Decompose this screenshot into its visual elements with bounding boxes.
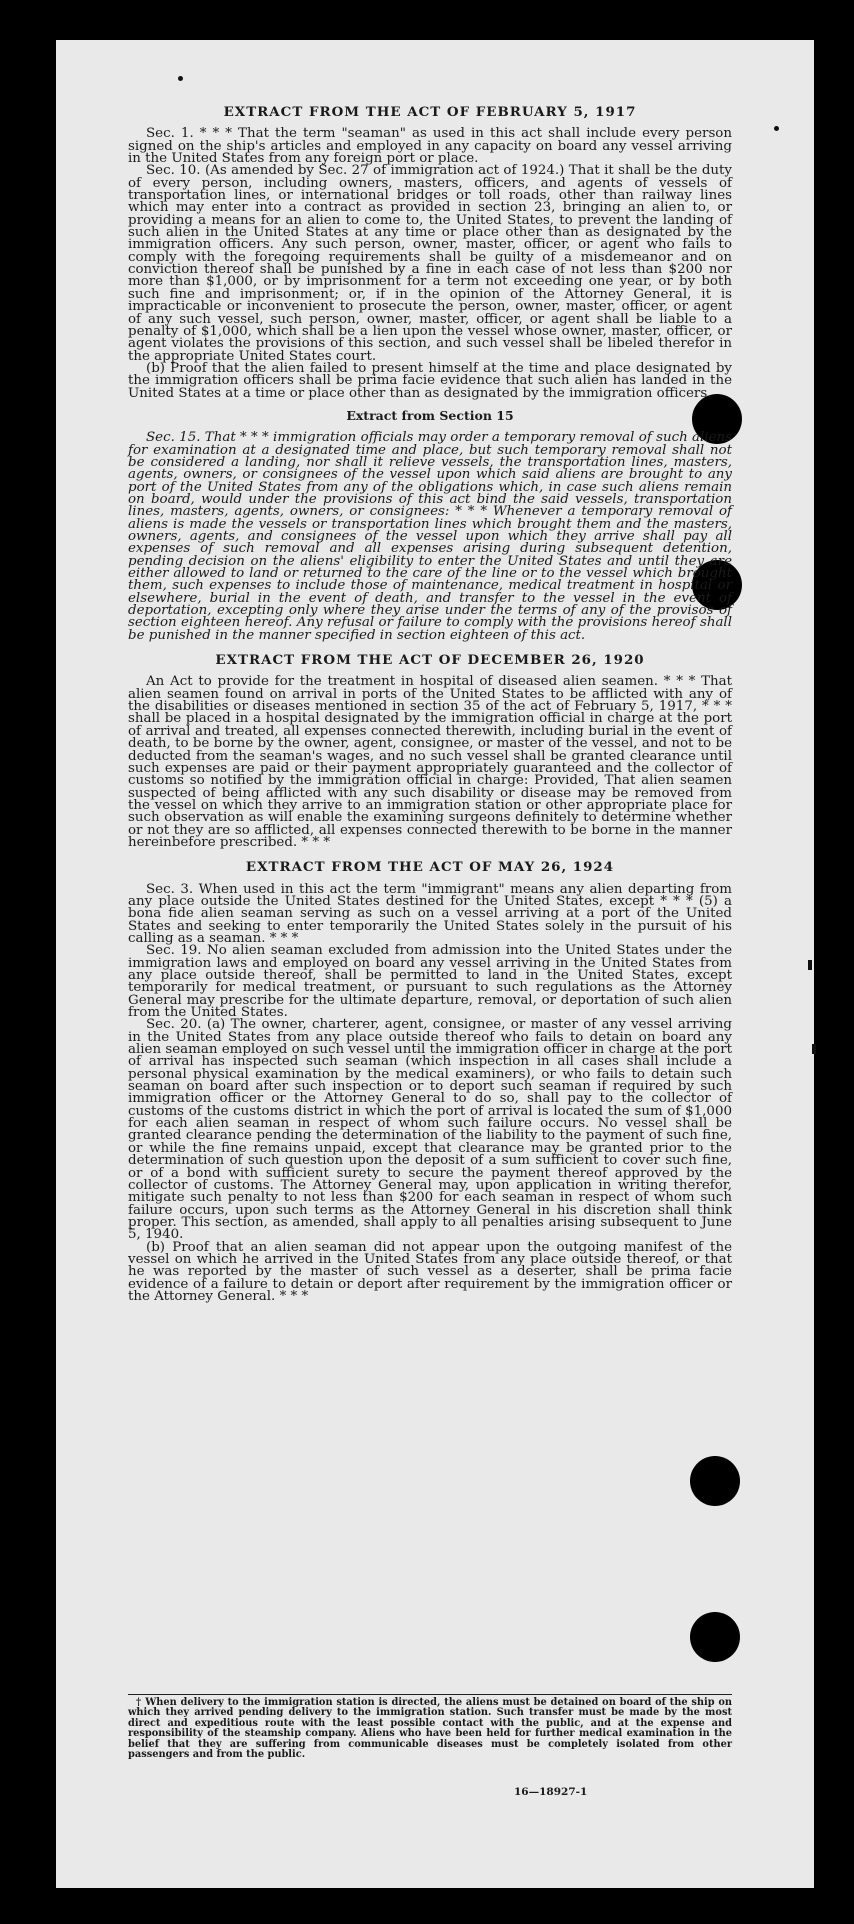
section-20b-paragraph: (b) Proof that an alien seaman did not appear upon the outgoing manifest of the vessel on which he arrived in the United States from any place outside thereof, or that he was reported by the master of such vessel as a deserter, shall be prima facie evidence of a failure to detain or deport after requirement by the immigration officer or the Attorney General. * * * (128, 1239, 732, 1304)
section-3-paragraph: Sec. 3. When used in this act the term "immigrant" means any alien departing from any place outside the United States destined for the United States, except * * * (5) a bona fide alien seaman serving as such on a vessel arriving at a port of the United States and seeking to enter temporarily the United States solely in the pursuit of his calling as a seaman. * * * (128, 881, 732, 946)
punch-hole (690, 1456, 740, 1506)
section-19-paragraph: Sec. 19. No alien seaman excluded from admission into the United States under the immigration laws and employed on board any vessel arriving in the United States from any place outside thereof, shall be permitted to land in the United States, except temporarily for medical treatment, or pursuant to such regulations as the Attorney General may prescribe for the ultimate departure, removal, or deportation of such alien from the United States. (128, 943, 732, 1021)
punch-hole (690, 1612, 740, 1662)
document-body (128, 100, 732, 1303)
form-number: 16—18927-1 (514, 1786, 588, 1798)
act-heading-dec-1920: EXTRACT FROM THE ACT OF DECEMBER 26, 1920 (215, 652, 645, 669)
section-15-paragraph: Sec. 15. That * * * immigration officials may order a temporary removal of such aliens for examination at a designated time and place, but such temporary removal shall not be considered a landing, nor shall it relieve vessels, the transportation lines, masters, agents, owners, or consignees of the vessel upon which said aliens are brought to any port of the United States from any of the obligations which, in case such aliens remain on board, would under the provisions of this act bind the said vessels, transportation lines, masters, agents, owners, or consignees: * * * Whenever a temporary removal of aliens is made the vessels or transportation lines which brought them and the masters, owners, agents, and consignees of the vessel upon which they arrive shall pay all expenses of such removal and all expenses arising during subsequent detention, pending decision on the aliens' eligibility to enter the United States and until they are either allowed to land or returned to the care of the line or to the vessel which brought them, such expenses to include those of maintenance, medical treatment in hospital or elsewhere, burial in the event of death, and transfer to the vessel in the event of deportation, excepting only where they arise under the terms of any of the provisos of section eighteen hereof. Any refusal or failure to comply with the provisions hereof shall be punished in the manner specified in section eighteen of this act. (128, 430, 732, 643)
section-1-paragraph: Sec. 1. * * * That the term "seaman" as used in this act shall include every person signed on the ship's articles and employed in any capacity on board any vessel arriving in the United States from any foreign port or place. (128, 126, 732, 167)
section-15-subheading: Extract from Section 15 (346, 407, 514, 423)
footnote-text: † When delivery to the immigration station is directed, the aliens must be detained on board of the ship on which they arrived pending delivery to the immigration station. Such transfer must be made by the most direct and expeditious route with the least possible contact with the public, and at the expense and responsibility of the steamship company. Aliens who have been held for further medical examination in the belief that they are suffering from communicable diseases must be completely isolated from other passengers and from the public. (128, 1697, 732, 1761)
dec-1920-paragraph: An Act to provide for the treatment in hospital of diseased alien seamen. * * * That alien seamen found on arrival in ports of the United States to be afflicted with any of the disabilities or diseases mentioned in section 35 of the act of February 5, 1917, * * * shall be placed in a hospital designated by the immigration official in charge at the port of arrival and treated, all expenses connected therewith, including burial in the event of death, to be borne by the owner, agent, consignee, or master of the vessel, and not to be deducted from the seaman's wages, and no such vessel shall be granted clearance until such expenses are paid or their payment appropriately guaranteed and the collector of customs so notified by the immigration official in charge: Provided, That alien seamen suspected of being afflicted with any such disability or disease may be removed from the vessel on which they arrive to an immigration station or other appropriate place for such observation as will enable the examining surgeons definitely to determine whether or not they are so afflicted, all expenses connected therewith to be borne in the manner hereinbefore prescribed. * * * (128, 674, 732, 850)
act-heading-may-1924: EXTRACT FROM THE ACT OF MAY 26, 1924 (245, 859, 615, 876)
footnote (128, 1694, 732, 1760)
section-10b-paragraph: (b) Proof that the alien failed to present himself at the time and place designated by the immigration officers shall be prima facie evidence that such alien has landed in the United States at a time or place other than as designated by the immigration officers. (128, 360, 732, 401)
section-10-paragraph: Sec. 10. (As amended by Sec. 27 of immigration act of 1924.) That it shall be the duty of every person, including owners, masters, officers, and agents of vessels of transportation lines, or international bridges or toll roads, other than railway lines which may enter into a contract as provided in section 23, bringing an alien to, or providing a means for an alien to come to, the United States, to prevent the landing of such alien in the United States at any time or place other than as designated by the immigration officers. Any such person, owner, master, officer, or agent who fails to comply with the foregoing requirements shall be guilty of a misdemeanor and on conviction thereof shall be punished by a fine in each case of not less than $200 nor more than $1,000, or by imprisonment for a term not exceeding one year, or by both such fine and imprisonment; or, if in the opinion of the Attorney General, it is impracticable or inconvenient to prosecute the person, owner, master, officer, or agent of any such vessel, such person, owner, master, officer, or agent shall be liable to a penalty of $1,000, which shall be a lien upon the vessel whose owner, master, officer, or agent violates the provisions of this section, and such vessel shall be libeled therefor in the appropriate United States court. (128, 163, 732, 364)
ink-speck (774, 126, 779, 131)
ink-speck (808, 960, 812, 970)
act-heading-feb-1917: EXTRACT FROM THE ACT OF FEBRUARY 5, 1917 (223, 104, 637, 120)
section-20a-paragraph: Sec. 20. (a) The owner, charterer, agent, consignee, or master of any vessel arriving in the United States from any place outside thereof who fails to detain on board any alien seaman employed on such vessel until the immigration officer in charge at the port of arrival has inspected such seaman (which inspection in all cases shall include a personal physical examination by the medical examiners), or who fails to detain such seaman on board after such inspection or to deport such seaman if required by such immigration officer or the Attorney General to do so, shall pay to the collector of customs of the customs district in which the port of arrival is located the sum of $1,000 for each alien seaman in respect of whom such failure occurs. No vessel shall be granted clearance pending the determination of the liability to the payment of such fine, or while the fine remains unpaid, except that clearance may be granted prior to the determination of such question upon the deposit of a sum sufficient to cover such fine, or of a bond with sufficient surety to secure the payment thereof approved by the collector of customs. The Attorney General may, upon application in writing therefor, mitigate such penalty to not less than $200 for each seaman in respect of whom such failure occurs, upon such terms as the Attorney General in his discretion shall think proper. This section, as amended, shall apply to all penalties arising subsequent to June 5, 1940. (128, 1017, 732, 1243)
ink-speck (812, 1044, 816, 1054)
ink-speck (178, 76, 183, 81)
